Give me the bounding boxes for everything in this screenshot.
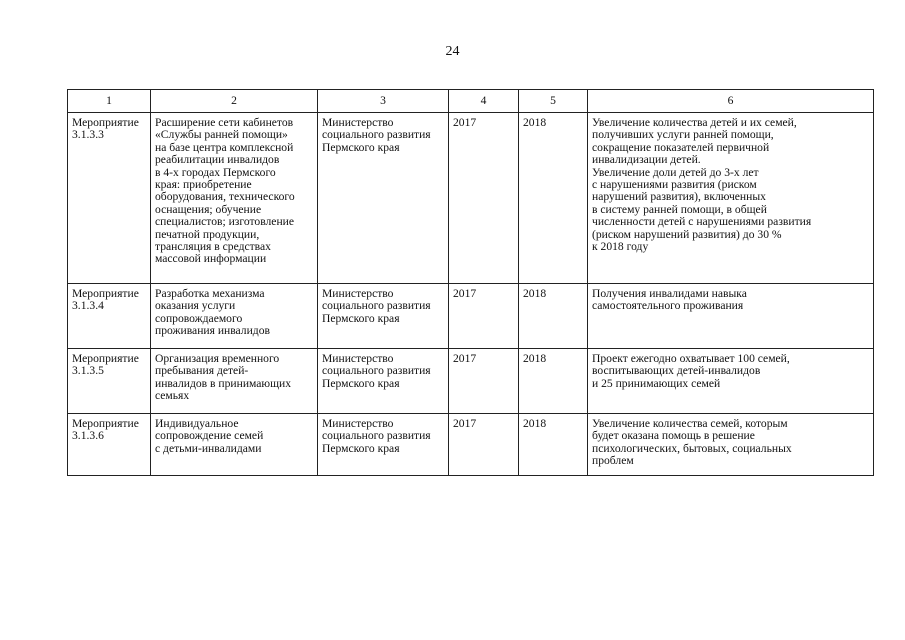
table-row [68,349,874,414]
column-header-5: 5 [519,90,588,113]
activity-cell: Мероприятие 3.1.3.4 [68,284,151,349]
activity-cell: Мероприятие 3.1.3.6 [68,414,151,476]
executor-cell: Министерство социального развития Пермского края [318,284,449,349]
activity-cell: Мероприятие 3.1.3.3 [68,113,151,284]
column-header-3: 3 [318,90,449,113]
result-cell: Проект ежегодно охватывает 100 семей, воспитывающих детей-инвалидов и 25 принимающих семей [588,349,874,414]
executor-cell: Министерство социального развития Пермского края [318,414,449,476]
result-cell: Получения инвалидами навыка самостоятельного проживания [588,284,874,349]
description-cell: Расширение сети кабинетов «Службы ранней помощи» на базе центра комплексной реабилитации инвалидов в 4-х городах Пермского края: приобретение оборудования, технического оснащения; обучение специалистов; изготовление печатной продукции, трансляция в средствах массовой информации [151,113,318,284]
page-number: 24 [445,44,460,59]
table-row [68,414,874,476]
end-year-cell: 2018 [519,113,588,284]
start-year-cell: 2017 [449,349,519,414]
executor-cell: Министерство социального развития Пермского края [318,113,449,284]
column-header-1: 1 [68,90,151,113]
column-header-4: 4 [449,90,519,113]
end-year-cell: 2018 [519,284,588,349]
end-year-cell: 2018 [519,414,588,476]
start-year-cell: 2017 [449,113,519,284]
executor-cell: Министерство социального развития Пермского края [318,349,449,414]
description-cell: Разработка механизма оказания услуги сопровождаемого проживания инвалидов [151,284,318,349]
start-year-cell: 2017 [449,414,519,476]
table-header-row [68,90,874,113]
table-row [68,284,874,349]
result-cell: Увеличение количества детей и их семей, получивших услуги ранней помощи, сокращение показателей первичной инвалидизации детей. Увеличение доли детей до 3-х лет с нарушениями развития (риском нарушений развития), включенных в систему ранней помощи, в общей численности детей с нарушениями развития (риском нарушений развития) до 30 % к 2018 году [588,113,874,284]
description-cell: Организация временного пребывания детей- инвалидов в принимающих семьях [151,349,318,414]
description-cell: Индивидуальное сопровождение семей с детьми-инвалидами [151,414,318,476]
result-cell: Увеличение количества семей, которым будет оказана помощь в решение психологических, бытовых, социальных проблем [588,414,874,476]
column-header-6: 6 [588,90,874,113]
column-header-2: 2 [151,90,318,113]
start-year-cell: 2017 [449,284,519,349]
end-year-cell: 2018 [519,349,588,414]
activities-table [67,89,874,476]
table-row [68,113,874,284]
activity-cell: Мероприятие 3.1.3.5 [68,349,151,414]
